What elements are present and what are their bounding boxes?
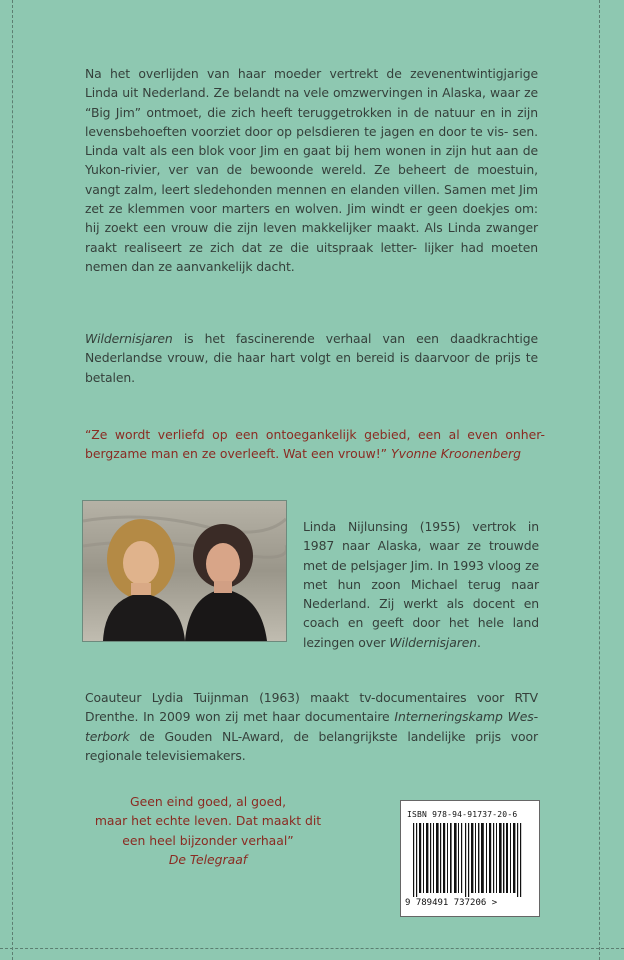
crop-guide-bottom (0, 948, 624, 949)
telegraaf-quote-line-3: een heel bijzonder verhaal” (122, 832, 294, 848)
crop-guide-right (599, 0, 600, 960)
author-bio-text: Linda Nijlunsing (1955) vertrok in 1987 naar Alaska, waar ze trouwde met de pelsjager Jim. In 1993 vloog ze met hun zoon Michael terug naar Nederland. Zij werkt als docent en coach en geeft door het hele land lezingen over (303, 519, 539, 650)
coauthor-text-1: Coauteur Lydia Tuijnman (1963) maakt tv-documentaires voor RTV Drenthe. In 2009 won zij met haar documentaire (85, 690, 538, 725)
summary-paragraph-2 (85, 329, 538, 387)
author-bio-book-title: Wildernisjaren (389, 634, 478, 650)
documentary-title: Interneringskamp Wes- terbork (85, 709, 538, 744)
book-title: Wildernisjaren (85, 331, 173, 346)
review-quote-text: “Ze wordt verliefd op een ontoegankelijk gebied, een al even onher- bergzame man en ze overleeft. Wat een vrouw!” (85, 427, 545, 462)
barcode-bars (409, 823, 531, 897)
author-bio (303, 517, 539, 652)
author-photo (82, 500, 287, 642)
author-photo-image (83, 501, 286, 641)
barcode (400, 800, 540, 917)
ean-digits: 9 789491 737206 > (405, 898, 498, 908)
coauthor-paragraph (85, 688, 538, 765)
coauthor-text-2: de Gouden NL-Award, de belangrijkste landelijke prijs voor regionale televisiemakers. (85, 728, 538, 763)
telegraaf-quote (88, 792, 328, 869)
telegraaf-quote-line-2: maar het echte leven. Dat maakt dit (94, 813, 322, 829)
summary-paragraph-2-text: is het fascinerende verhaal van een daadkrachtige Nederlandse vrouw, die haar hart volgt en bereid is daarvoor de prijs te betalen. (85, 331, 538, 385)
telegraaf-quote-line-1: Geen eind goed, al goed, (129, 794, 287, 809)
isbn-label: ISBN 978-94-91737-20-6 (407, 810, 518, 819)
summary-paragraph: Na het overlijden van haar moeder vertrekt de zevenentwintigjarige Linda uit Nederland. Ze belandt na vele omzwervingen in Alaska, waar ze “Big Jim” ontmoet, die zich heeft teruggetrokken in de natuur en in zijn levensbehoeften voorziet door op pelsdieren te jagen en door te vis- sen. Linda valt als een blok voor Jim en gaat bij hem wonen in zijn hut aan de Yukon-rivier, ver van de bewoonde wereld. Ze beheert de moestuin, vangt zalm, leert sledehonden mennen en elanden villen. Samen met Jim zet ze klemmen voor marters en wolven. Jim windt er geen doekjes om: hij zoekt een vrouw die zijn leven makkelijker maakt. Als Linda zwanger raakt realiseert ze zich dat ze die uitspraak letter- lijker had moeten nemen dan ze aanvankelijk dacht. (85, 66, 538, 274)
telegraaf-quote-source: De Telegraaf (168, 851, 248, 867)
crop-guide-left (12, 0, 13, 960)
author-bio-end: . (477, 634, 481, 650)
review-quote (85, 425, 545, 464)
review-quote-source: Yvonne Kroonenberg (391, 446, 521, 462)
